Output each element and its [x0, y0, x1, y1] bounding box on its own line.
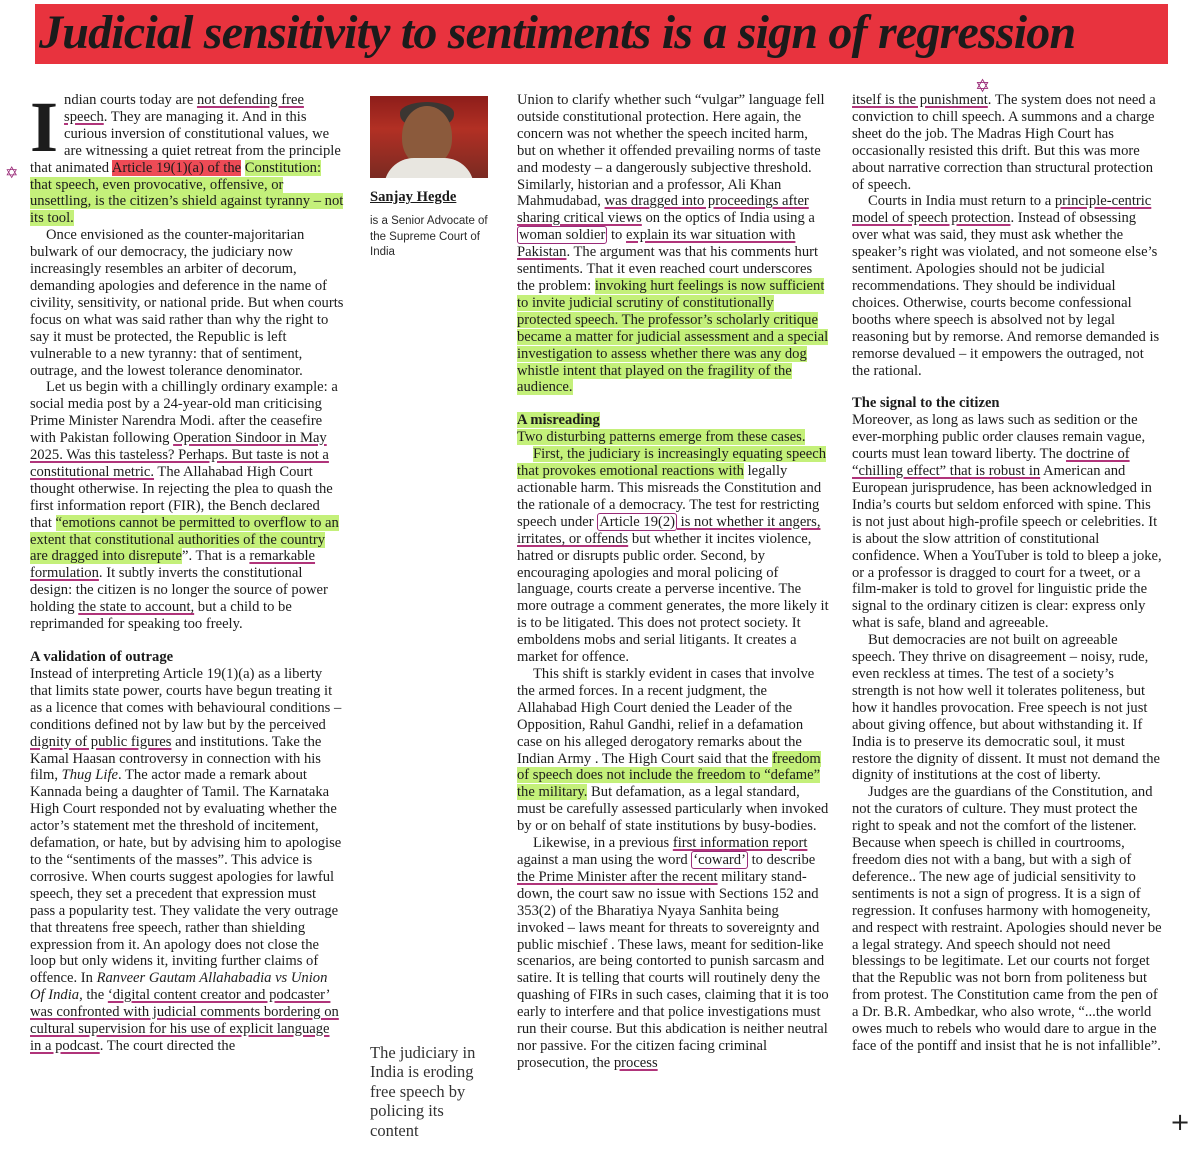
- text-run: legally actionable harm. This misreads the Constitution and the rationale of a democracy. The test for restricting speech under: [517, 463, 822, 530]
- paragraph: [517, 429, 829, 446]
- author-photo: [370, 96, 488, 178]
- text-run: to describe: [747, 851, 816, 868]
- text-run: ndian courts today are: [64, 92, 197, 108]
- underlined-text: explain its war situation with Pakistan: [517, 227, 796, 261]
- underlined-text: principle-centric model of speech protection: [852, 193, 1152, 227]
- text-run: Instead of interpreting Article 19(1)(a) as a liberty that limits state power, courts have begun treating it as a licence that comes with behavioural conditions – conditions defined not by law but by the perceived: [30, 666, 342, 733]
- paragraph: [30, 666, 344, 1055]
- underlined-text: remarkable formulation: [30, 548, 316, 582]
- paragraph: [852, 412, 1162, 632]
- paragraph: [852, 92, 1162, 193]
- underlined-text: process: [613, 1054, 658, 1071]
- section-heading: [517, 412, 829, 429]
- section-heading: A validation of outrage: [30, 649, 174, 665]
- text-run: against a man using the word: [517, 851, 692, 868]
- pull-quote: The judiciary in India is eroding free speech by policing its content: [370, 1043, 476, 1140]
- drop-cap: I: [30, 92, 59, 167]
- paragraph: [852, 193, 1162, 379]
- text-run: ”. That is a: [181, 548, 250, 565]
- underlined-text: ‘digital content creator and podcaster’ was confronted with judicial comments bordering on cultural supervision for his use of explicit language in a podcast: [30, 987, 339, 1054]
- text-run: But defamation, as a legal standard, must be carefully assessed particularly when invoked by or on behalf of state institutions by busy-bodies.: [517, 784, 829, 835]
- text-run: . They are managing it. And in this curious inversion of constitutional values, we are witnessing a quiet retreat from the principle that animated: [30, 108, 341, 176]
- underlined-text: first information report: [672, 835, 808, 852]
- paragraph: [517, 446, 829, 666]
- text-run: to: [607, 227, 626, 244]
- article-column-1: [30, 92, 344, 1147]
- text-run: military stand-down, the court saw no issue with Sections 152 and 353(2) of the Bharatiya Nyaya Sanhita being invoked – laws meant for threats to sovereignty and public mischief . These laws, meant for sedition-like scenarios, are being contorted to punish sarcasm and satire. It is telling that courts will routinely deny the quashing of FIRs in such cases, claiming that it is too early to interfere and that police investigations must run their course. But this abdication is neither neutral nor passive. For the citizen facing criminal prosecution, the: [517, 868, 829, 1071]
- text-run: but whether it incites violence, hatred or disrupts public order. Second, by encouraging apologies and moral policing of language, courts create a perverse incentive. The more outrage a comment generates, the more likely it is to be litigated. This does not protect society. It emboldens mobs and serial litigants. It creates a market for offence.: [517, 530, 829, 666]
- paragraph: [517, 835, 829, 1072]
- text-run: Moreover, as long as laws such as sedition or the ever-morphing public order clauses remain vague, courts must lean toward liberty. The: [852, 412, 1146, 463]
- headline-title: Judicial sensitivity to sentiments is a sign of regression: [39, 6, 1076, 59]
- text-run: Union to clarify whether such “vulgar” language fell outside constitutional protection. Here again, the concern was not whether the speech incited harm, but on whether it offended prevailing norms of taste and modesty – a dangerously subjective threshold. Similarly, historian and a professor, Ali Khan Mahmudabad,: [517, 92, 825, 210]
- article-column-4: [852, 92, 1162, 1147]
- text-run: Courts in India must return to a: [868, 193, 1055, 210]
- underlined-text: Operation Sindoor in May 2025. Was this tasteless? Perhaps. But taste is not a constitutional metric.: [30, 430, 329, 480]
- text-run: . It subtly inverts the constitutional design: the citizen is no longer the source of power holding: [30, 565, 328, 616]
- star-annotation-icon: ✡: [975, 76, 991, 97]
- heading-text: A misreading: [517, 412, 600, 429]
- section-heading: The signal to the citizen: [852, 395, 1000, 412]
- circled-text: woman soldier: [519, 227, 606, 244]
- author-name: Sanjay Hegde: [370, 189, 457, 205]
- text-run: on the optics of India using a: [641, 210, 815, 227]
- underlined-text: dignity of public figures: [30, 733, 172, 750]
- paragraph: [30, 379, 344, 633]
- circled-text: Article 19(2): [599, 513, 676, 530]
- text-run: The Allahabad High Court thought otherwise. In rejecting the plea to quash the first information report (FIR), the Bench declared that: [30, 463, 333, 531]
- underlined-text: itself is the punishment: [852, 92, 988, 108]
- star-annotation-icon: ✡: [5, 163, 19, 182]
- text-run: Let us begin with a chillingly ordinary example: a social media post by a 24-year-old man criticising Prime Minister Narendra Modi. after the ceasefire with Pakistan following: [30, 379, 338, 447]
- text-run: and institutions. Take the Kamal Haasan controversy in connection with his film,: [30, 733, 322, 784]
- highlighted-text-green: “emotions cannot be permitted to overflow to an extent that constitutional authorities of the country are dragged into disrepute: [30, 514, 339, 565]
- paragraph: Judges are the guardians of the Constitution, and not the curators of culture. They must protect the right to speak and not the comfort of the listener. Because when speech is chilled in courtrooms, freedom dies not with a bang, but with a sigh of deference.. The new age of judicial sensitivity to sentiments is not a sign of progress. It is a sign of regression. It confuses harmony with homogeneity, and respect with restraint. Apologies should never be a legal strategy. And speech should not need blessings to be legitimate. Let our courts not forget that the Republic was not born from politeness but from protest. The Constitution came from the pen of a Dr. B.R. Ambedkar, who also wrote, “...the world owes much to rebels who would dare to argue in the face of the pontiff and insist that he is not infallible”.: [852, 784, 1162, 1054]
- photo-face: [402, 106, 452, 166]
- paragraph: [30, 92, 344, 227]
- text-run: but a child to be reprimanded for speaking too freely.: [30, 599, 292, 633]
- text-run: American and European jurisprudence, has been acknowledged in India’s courts but seldom enforced with spine. This is not just about high-profile speech or celebrities. It is about the slow attrition of constitutional confidence. When a YouTuber is told to bleep a joke, or a professor is dragged to court for a tweet, or a film-maker is told to grovel for linguistic pride the signal to the ordinary citizen is clear: express only what is safe, bland and agreeable.: [852, 463, 1162, 632]
- circled-text: ‘coward’: [693, 851, 746, 868]
- text-run: . Instead of obsessing over what was said, they must ask whether the speaker’s right was violated, and not someone else’s sentiment. Apologies should not be judicial recommendations. They should be individual choices. Otherwise, courts become confessional booths where speech is absolved not by legal reasoning but by remorse. And remorse demanded is remorse devalued – it empowers the outraged, not the rational.: [852, 210, 1160, 379]
- article-column-3: [517, 92, 829, 1147]
- highlighted-text-green: invoking hurt feelings is now sufficient to invite judicial scrutiny of constitutionally protected speech. The professor’s scholarly critique became a matter for judicial assessment and a special investigation to assess whether there was any dog whistle intent that played on the fragility of the audience.: [517, 277, 829, 396]
- text-run: . The argument was that his comments hurt sentiments. That it even reached court underscores the problem:: [517, 244, 819, 294]
- text-run: , the: [79, 987, 108, 1004]
- plus-annotation-icon: +: [1170, 1108, 1191, 1136]
- paragraph: [517, 92, 829, 396]
- author-bio: is a Senior Advocate of the Supreme Court of India: [370, 215, 488, 259]
- paragraph: [517, 666, 829, 835]
- text-run: Likewise, in a previous: [533, 835, 673, 852]
- film-title: Thug Life: [61, 767, 118, 784]
- headline-banner: [35, 4, 1168, 64]
- case-name: Ranveer Gautam Allahabadia vs Union Of India: [30, 970, 328, 1004]
- underlined-text: the Prime Minister after the recent: [517, 868, 718, 885]
- underlined-text: not defending free speech: [64, 92, 304, 125]
- underlined-text: is not whether it angers, irritates, or offends: [517, 513, 821, 547]
- highlighted-text-green: freedom of speech does not include the freedom to “defame” the military.: [517, 750, 821, 801]
- underlined-text: doctrine of “chilling effect” that is robust in: [852, 446, 1130, 480]
- highlighted-text-green: Constitution: that speech, even provocative, offensive, or unsettling, is the citizen’s shield against tyranny – not its tool.: [30, 159, 344, 227]
- highlighted-text-green: Two disturbing patterns emerge from these cases.: [517, 429, 806, 446]
- underlined-text: was dragged into proceedings after sharing critical views: [517, 193, 809, 227]
- text-run: . The system does not need a conviction to chill speech. A summons and a charge sheet do the job. The Madras High Court has occasionally resisted this drift. But this was more about narrative correction than structural protection of speech.: [852, 92, 1156, 193]
- text-run: . The actor made a remark about Kannada being a daughter of Tamil. The Karnataka High Court responded not by evaluating whether the actor’s statement met the threshold of incitement, defamation, or hate, but by advising him to apologise to the “sentiments of the masses”. This advice is corrosive. When courts suggest apologies for lawful speech, they set a precedent that expression must pass a popularity test. They validate the very outrage that threatens free speech, rather than shielding expression from it. An apology does not close the loop but only widens it, inviting further claims of offence. In: [30, 767, 342, 987]
- text-run: . The court directed the: [99, 1037, 236, 1054]
- paragraph: But democracies are not built on agreeable speech. They thrive on disagreement – noisy, rude, even reckless at times. The test of a society’s strength is not how well it tolerates politeness, but how it handles provocation. Free speech is not just about giving offence, but about withstanding it. If India is to preserve its democratic soul, it must restore the dignity of dissent. It must not demand the dignity of institutions at the cost of liberty.: [852, 632, 1161, 784]
- text-run: This shift is starkly evident in cases that involve the armed forces. In a recent judgment, the Allahabad High Court denied the Leader of the Opposition, Rahul Gandhi, relief in a defamation case on his alleged derogatory remarks about the Indian Army . The High Court said that the: [517, 666, 815, 767]
- highlighted-text-red: Article 19(1)(a) of the: [111, 159, 242, 176]
- highlighted-text-green: First, the judiciary is increasingly equating speech that provokes emotional reactions with: [517, 446, 827, 480]
- underlined-text: the state to account,: [78, 599, 195, 616]
- paragraph: Once envisioned as the counter-majoritarian bulwark of our democracy, the judiciary now increasingly resembles an arbiter of decorum, demanding apologies and deference in the name of civility, sensitivity, or national pride. But when courts focus on what was said rather than why the right to say it must be protected, the Republic is left vulnerable to a new tyranny: that of sentiment, outrage, and the lowest tolerance denominator.: [30, 227, 344, 379]
- photo-shirt: [384, 158, 474, 178]
